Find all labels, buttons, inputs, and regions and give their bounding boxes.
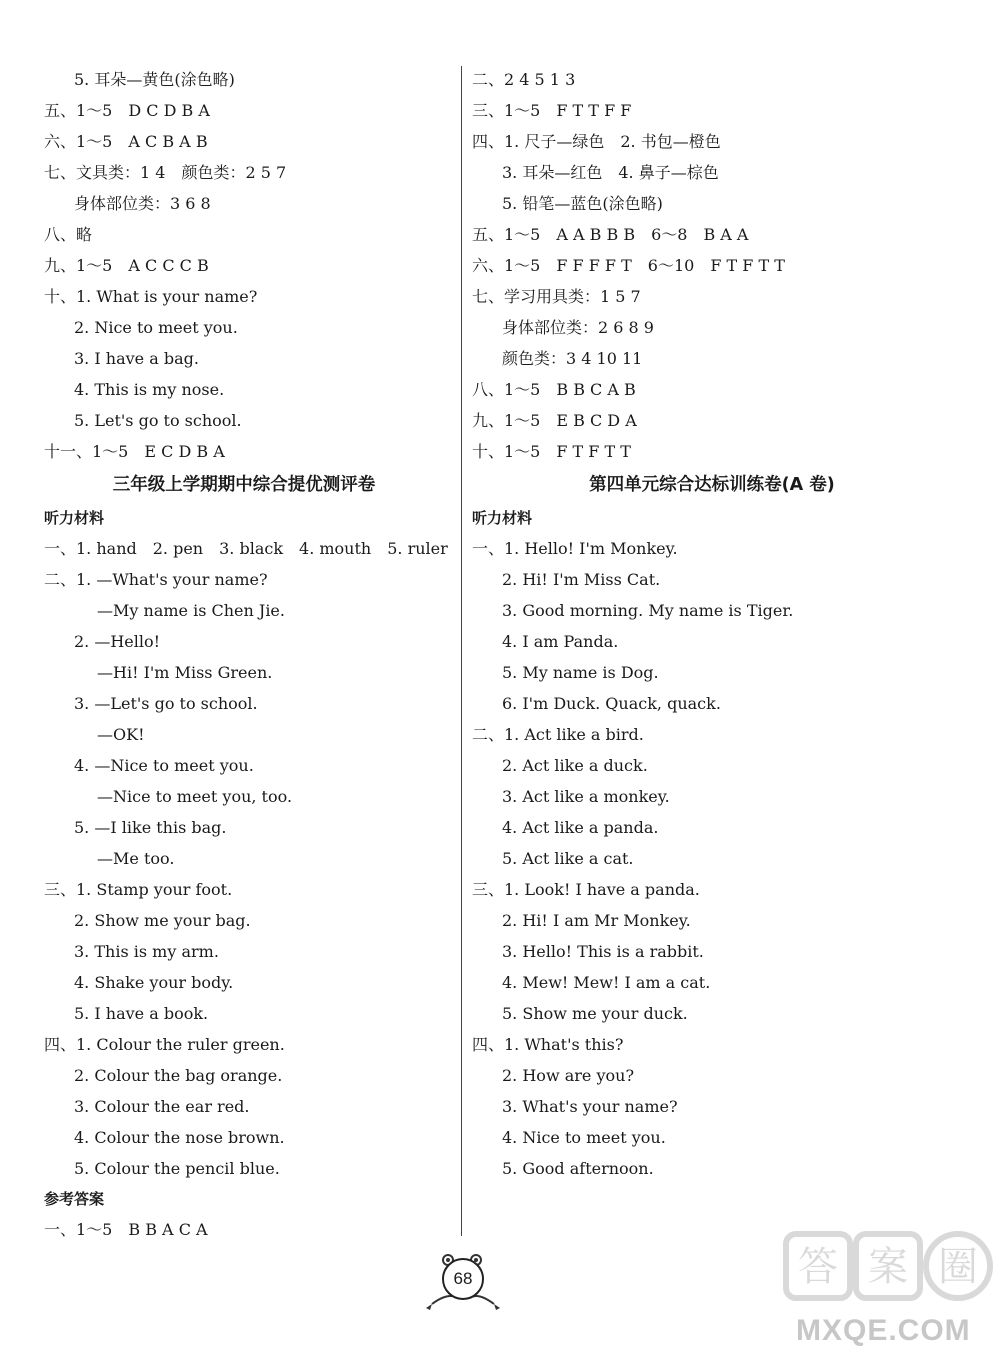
section-title: 第四单元综合达标训练卷(A 卷) [589, 475, 835, 495]
watermark [782, 1228, 994, 1356]
answer-line: 6. I'm Duck. Quack, quack. [502, 694, 721, 713]
answer-line: 3. Act like a monkey. [502, 787, 670, 806]
answer-line: 5. —I like this bag. [74, 818, 227, 837]
answer-line: —Nice to meet you, too. [97, 787, 293, 806]
answer-line: 三、1. Stamp your foot. [44, 880, 233, 899]
page-number-badge [418, 1252, 508, 1314]
section-subheading: 听力材料 [472, 509, 533, 527]
answer-line: 5. 耳朵—黄色(涂色略) [74, 70, 235, 89]
answer-line: 5. My name is Dog. [502, 663, 659, 682]
answer-line: 一、1. hand 2. pen 3. black 4. mouth 5. ruler [44, 539, 448, 558]
answer-line: 三、1～5 F T T F F [472, 101, 632, 120]
answer-line: 4. Nice to meet you. [502, 1128, 666, 1147]
answer-line: 2. Hi! I'm Miss Cat. [502, 570, 661, 589]
column-divider [461, 66, 462, 1236]
answer-line: 5. Colour the pencil blue. [74, 1159, 280, 1178]
answer-line: 2. Colour the bag orange. [74, 1066, 283, 1085]
answer-line: 4. Act like a panda. [502, 818, 659, 837]
answer-line: 五、1～5 D C D B A [44, 101, 210, 120]
answer-line: 3. Colour the ear red. [74, 1097, 250, 1116]
answer-line: 5. Show me your duck. [502, 1004, 688, 1023]
page-number: 68 [442, 1258, 484, 1300]
answer-line: 4. Mew! Mew! I am a cat. [502, 973, 711, 992]
answer-line: 七、学习用具类：1 5 7 [472, 287, 641, 306]
watermark-logo-icon [782, 1228, 994, 1306]
answer-line: 十、1. What is your name? [44, 287, 258, 306]
answer-line: 四、1. Colour the ruler green. [44, 1035, 285, 1054]
answer-line: —My name is Chen Jie. [97, 601, 285, 620]
answer-line: 八、略 [44, 225, 93, 244]
answer-line: 3. What's your name? [502, 1097, 678, 1116]
watermark-logo-glyph: 案 [868, 1244, 908, 1290]
answer-line: 一、1. Hello! I'm Monkey. [472, 539, 678, 558]
answer-line: 3. 耳朵—红色 4. 鼻子—棕色 [502, 163, 719, 182]
answer-line: 4. I am Panda. [502, 632, 619, 651]
answer-line: 身体部位类：2 6 8 9 [502, 318, 654, 337]
answer-line: 5. Act like a cat. [502, 849, 634, 868]
answer-line: 七、文具类：1 4 颜色类：2 5 7 [44, 163, 287, 182]
answer-line: 十一、1～5 E C D B A [44, 442, 225, 461]
answer-line: 2. Nice to meet you. [74, 318, 238, 337]
answer-line: 3. I have a bag. [74, 349, 199, 368]
answer-line: 5. 铅笔—蓝色(涂色略) [502, 194, 663, 213]
right-column [472, 64, 952, 1184]
answer-line: 3. —Let's go to school. [74, 694, 258, 713]
answer-line: 4. —Nice to meet you. [74, 756, 254, 775]
answer-line: 5. Good afternoon. [502, 1159, 654, 1178]
answer-line: 六、1～5 A C B A B [44, 132, 208, 151]
answer-line: 一、1～5 B B A C A [44, 1220, 208, 1239]
answer-line: 4. This is my nose. [74, 380, 225, 399]
answer-line: 2. Hi! I am Mr Monkey. [502, 911, 691, 930]
answer-line: 2. Act like a duck. [502, 756, 648, 775]
answer-line: 二、2 4 5 1 3 [472, 70, 576, 89]
answer-line: 3. This is my arm. [74, 942, 219, 961]
answer-line: 五、1～5 A A B B B 6～8 B A A [472, 225, 749, 244]
answer-line: 八、1～5 B B C A B [472, 380, 636, 399]
answer-line: 十、1～5 F T F T T [472, 442, 631, 461]
answer-line: 四、1. What's this? [472, 1035, 624, 1054]
answer-line: —OK! [97, 725, 145, 744]
answer-line: 2. —Hello! [74, 632, 161, 651]
left-column [44, 64, 448, 1245]
answer-line: 5. I have a book. [74, 1004, 209, 1023]
watermark-url: MXQE.COM [796, 1314, 971, 1347]
answer-line: 身体部位类：3 6 8 [74, 194, 211, 213]
answer-line: 二、1. —What's your name? [44, 570, 268, 589]
answer-line: 四、1. 尺子—绿色 2. 书包—橙色 [472, 132, 721, 151]
answer-line: 4. Colour the nose brown. [74, 1128, 285, 1147]
answer-line: 4. Shake your body. [74, 973, 234, 992]
section-subheading: 听力材料 [44, 509, 105, 527]
answer-line: —Hi! I'm Miss Green. [97, 663, 273, 682]
answer-line: 六、1～5 F F F F T 6～10 F T F T T [472, 256, 785, 275]
answer-line: 3. Hello! This is a rabbit. [502, 942, 704, 961]
section-subheading: 参考答案 [44, 1190, 105, 1208]
answer-line: 颜色类：3 4 10 11 [502, 349, 643, 368]
watermark-logo-glyph: 答 [798, 1244, 838, 1290]
answer-line: 九、1～5 A C C C B [44, 256, 209, 275]
answer-line: 3. Good morning. My name is Tiger. [502, 601, 794, 620]
watermark-logo-glyph: 圈 [938, 1244, 978, 1290]
answer-line: 二、1. Act like a bird. [472, 725, 644, 744]
answer-line: 2. Show me your bag. [74, 911, 251, 930]
section-title: 三年级上学期期中综合提优测评卷 [112, 475, 376, 495]
answer-line: 2. How are you? [502, 1066, 635, 1085]
answer-line: 三、1. Look! I have a panda. [472, 880, 700, 899]
answer-line: 九、1～5 E B C D A [472, 411, 637, 430]
answer-line: 5. Let's go to school. [74, 411, 242, 430]
answer-line: —Me too. [97, 849, 175, 868]
